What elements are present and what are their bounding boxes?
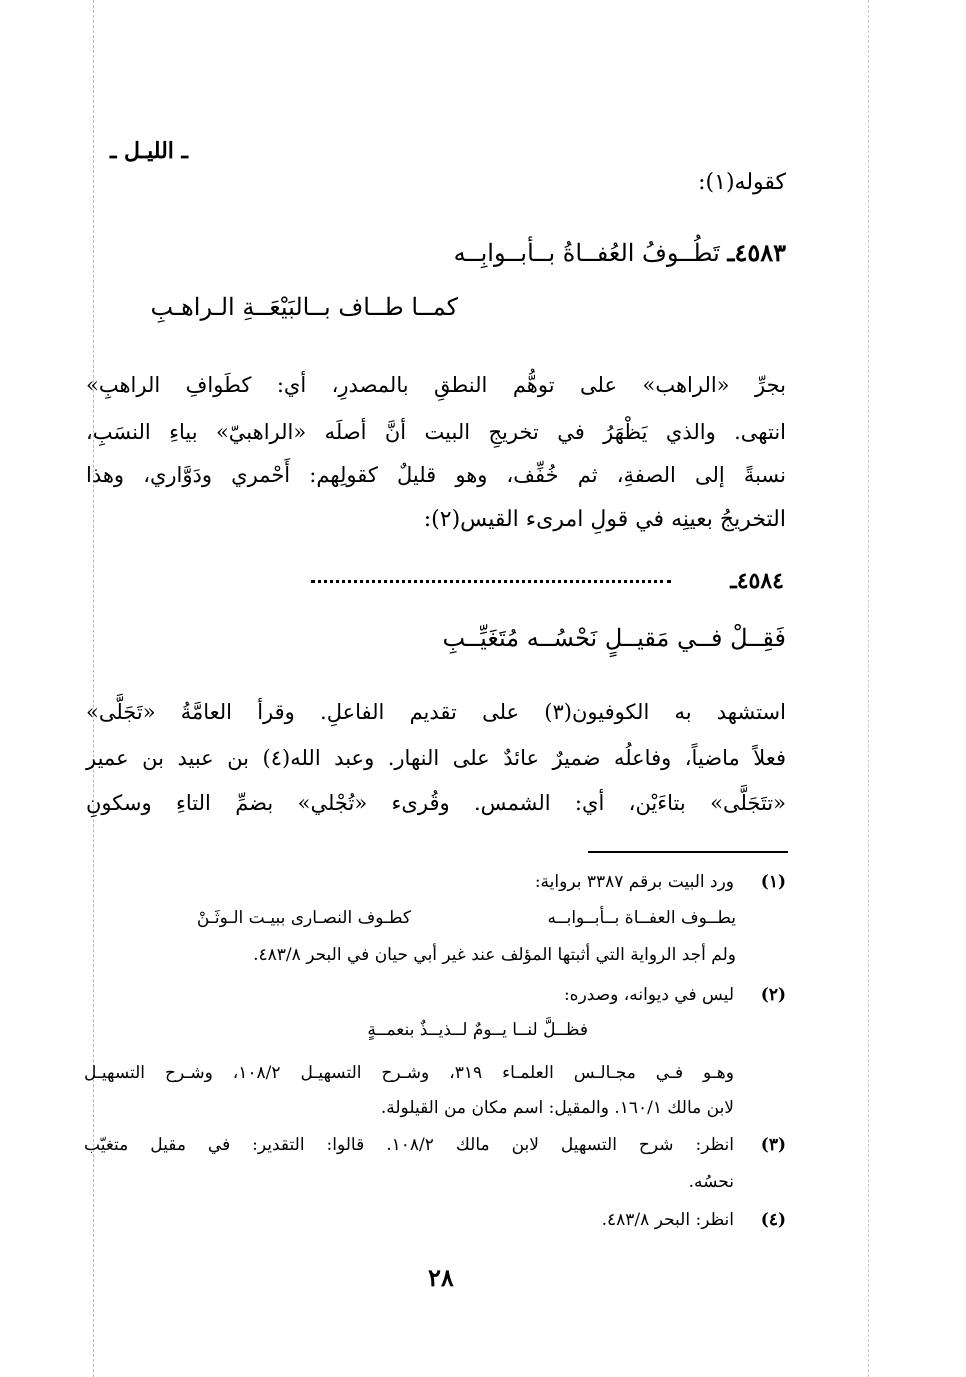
footnote-rule	[588, 851, 788, 853]
paragraph-2-line-1: استشهد به الكوفيون(٣) على تقديم الفاعلِ. وقرأ العامَّةُ «تَجَلَّى»	[86, 700, 786, 724]
footnote-number: (٢)	[760, 985, 786, 1005]
footnote-2-line-3: لابن مالك ١٦٠/١. والمقيل: اسم مكان من القيلولة.	[380, 1098, 734, 1118]
footnote-1-verse-second: كطـوف النصـارى ببيـت الـوثَـنْ	[196, 908, 411, 928]
paragraph-1-line-2: انتهى. والذي يَظْهَرُ في تخريجِ البيت أنَّ أصلَه «الراهبيّ» بياءِ النسَبِ،	[86, 420, 786, 444]
footnote-number: (٣)	[760, 1135, 786, 1155]
footnote-2-line-1: ليس في ديوانه، وصدره:	[563, 985, 734, 1005]
scan-edge-left	[93, 0, 94, 1377]
paragraph-1-line-4: التخريجُ بعينِه في قولِ امرىء القيس(٢):	[423, 507, 786, 532]
verse-4583-first-hemistich	[454, 238, 786, 267]
paragraph-2-line-3: «تتَجَلَّى» بتاءَيْن، أي: الشمس. وقُرىء «تُجْلي» بضمِّ التاءِ وسكونِ	[86, 791, 786, 815]
footnote-number: (١)	[760, 872, 786, 892]
footnote-number: (٤)	[760, 1210, 786, 1230]
footnote-1-line-1: ورد البيت برقم ٣٣٨٧ برواية:	[534, 872, 734, 892]
page-number: ٢٨	[428, 1263, 454, 1292]
omitted-hemistich-dots	[311, 580, 671, 583]
footnote-1-line-2: ولم أجد الرواية التي أثبتها المؤلف عند غير أبي حيان في البحر ٤٨٣/٨.	[253, 945, 736, 965]
footnote-3-line-1: انظر: شرح التسهيل لابن مالك ١٠٨/٢. قالوا: التقدير: في مقيل متغيّب	[84, 1135, 734, 1155]
verse-number: ٤٥٨٤ـ	[730, 568, 784, 594]
paragraph-2-line-2: فعلاً ماضياً، وفاعلُه ضميرٌ عائدٌ على النهار. وعبد الله(٤) بن عبيد بن عمير	[86, 746, 786, 770]
footnote-2-verse: فظــلَّ لنــا يــومٌ لــذيــذٌ بنعمــةٍ	[367, 1020, 588, 1040]
running-header: ـ الليـل ـ	[109, 138, 188, 164]
verse-4583-second-hemistich: كمــا طــاف بــالبَيْعَــةِ الـراهـبِ	[150, 293, 458, 321]
footnote-4-line-1: انظر: البحر ٤٨٣/٨.	[601, 1210, 734, 1230]
footnote-1-verse-first: يطــوف العفــاة بــأبــوابــه	[547, 908, 736, 928]
scan-edge-right	[868, 0, 869, 1377]
verse-4584-second-hemistich: فَقِــلْ فــي مَقيــلٍ نَحْسُــه مُتَغَيِّــبِ	[442, 624, 786, 652]
footnote-2-line-2: وهـو فـي مجـالـس العلمـاء ٣١٩، وشـرح التسهيـل ١٠٨/٢، وشـرح التسهيـل	[84, 1063, 734, 1083]
footnote-3-line-2: نحسُه.	[688, 1172, 734, 1192]
verse-text: تَطُــوفُ العُفــاةُ بــأبــوابِــه	[453, 239, 720, 267]
intro-line: كقوله(١):	[698, 170, 786, 195]
paragraph-1-line-3: نسبةً إلى الصفةِ، ثم خُفِّف، وهو قليلٌ كقولِهم: أَحْمري ودَوَّاري، وهذا	[86, 463, 786, 487]
paragraph-1-line-1: بجرِّ «الراهب» على توهُّم النطقِ بالمصدرِ، أي: كطَوافِ الراهبِ»	[86, 373, 786, 397]
verse-number: ٤٥٨٣ـ	[727, 238, 786, 267]
